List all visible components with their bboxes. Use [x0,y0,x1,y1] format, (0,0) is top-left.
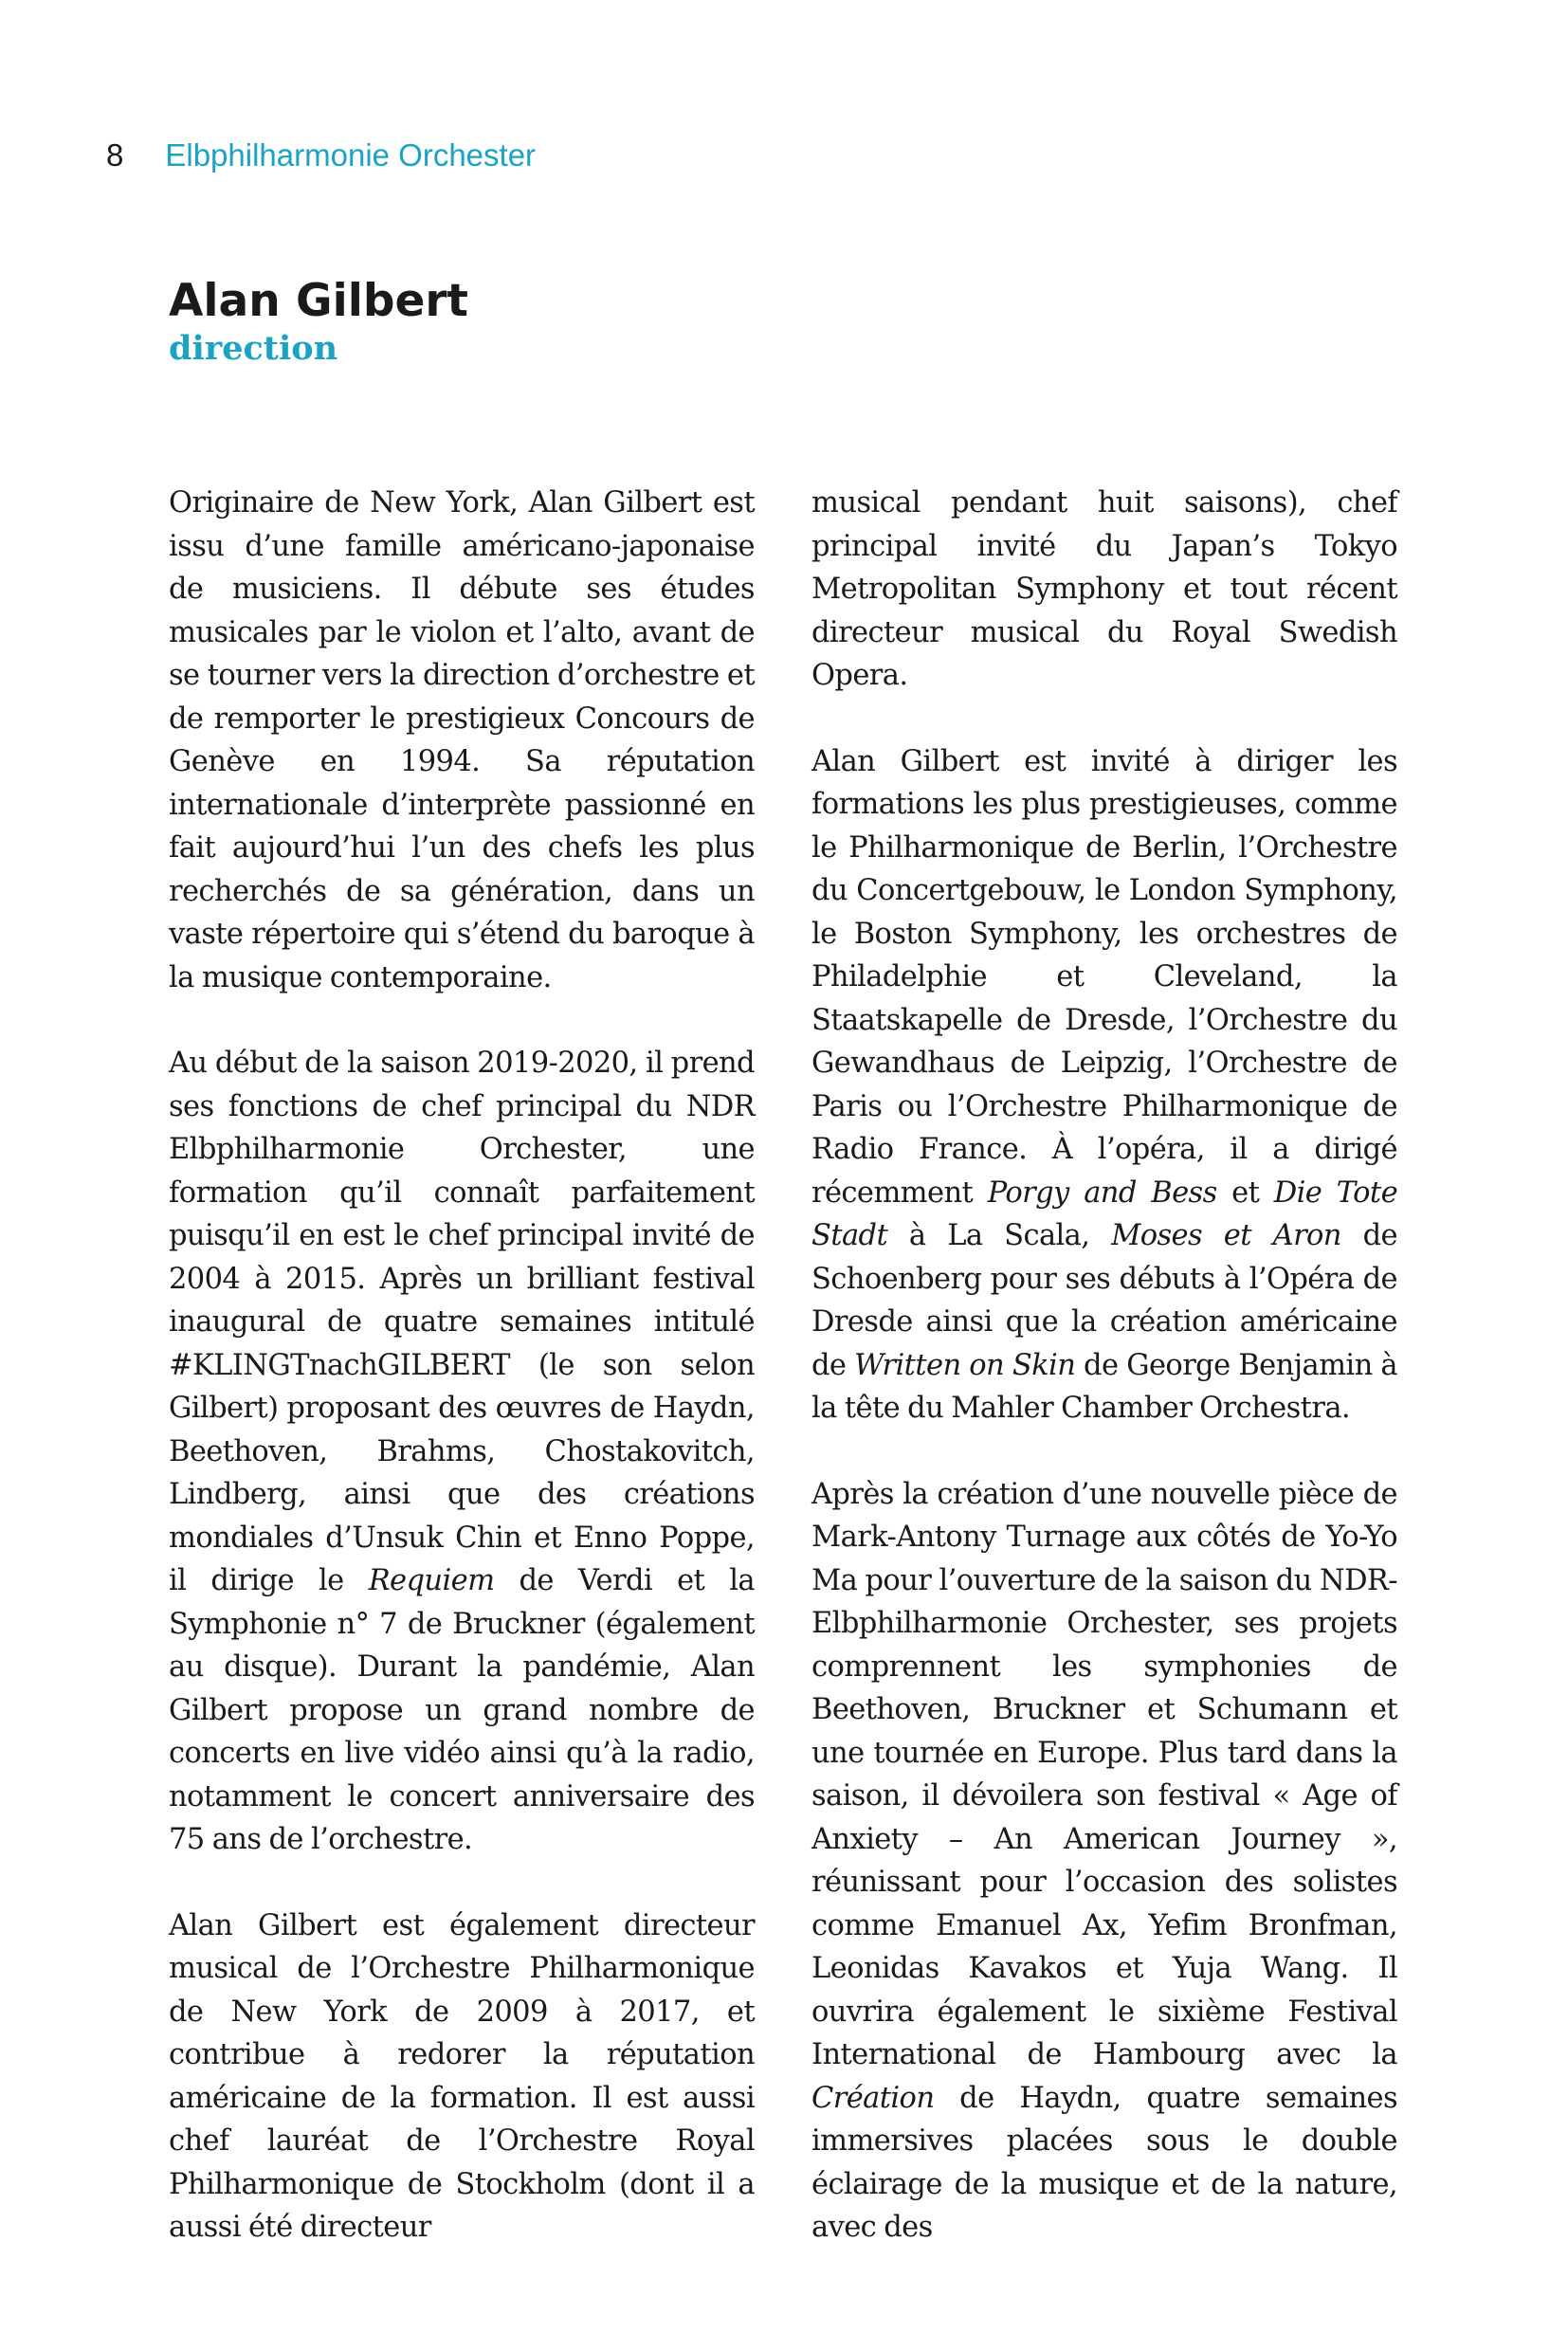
text-run: Alan Gilbert est également directeur musical de l’Orchestre Philharmonique de New York de 2009 à 2017, et contribue à redorer la réputation américaine de la formation. Il est aussi chef lauréat de l’Orchestre Royal Philharmonique de Stockholm (dont il a aussi été directeur [169,1908,755,2244]
paragraph [811,482,1397,698]
right-column [811,482,1397,2250]
artist-role: direction [169,329,338,368]
text-run: Originaire de New York, Alan Gilbert est issu d’une famille américano-japonaise de musiciens. Il débute ses études musicales par le violon et l’alto, avant de se tourner vers la direction d’orchestre et de remporter le prestigieux Concours de Genève en 1994. Sa réputation internationale d’interprète passionné en fait aujourd’hui l’un des chefs les plus recherchés de sa génération, dans un vaste répertoire qui s’étend du baroque à la musique contemporaine. [169,486,755,994]
italic-title: Requiem [368,1564,495,1597]
running-header [106,137,536,175]
text-run: et [1216,1176,1274,1210]
text-run: Après la création d’une nouvelle pièce de Mark-Antony Turnage aux côtés de Yo-Yo Ma pour l’ouverture de la saison du NDR-Elbphilharmonie Orchester, ses projets comprennent les symphonies de Beethoven, Bruckner et Schumann et une tournée en Europe. Plus tard dans la saison, il dévoilera son festival « Age of Anxiety – An American Journey », réunissant pour l’occasion des solistes comme Emanuel Ax, Yefim Bronfman, Leonidas Kavakos et Yuja Wang. Il ouvrira également le sixième Festival International de Hambourg avec la [811,1477,1397,2071]
italic-title: Written on Skin [854,1348,1076,1382]
paragraph [811,1473,1397,2250]
publication-name: Elbphilharmonie Orchester [165,137,537,173]
italic-title: Création [811,2081,935,2115]
text-run: musical pendant huit saisons), chef principal invité du Japan’s Tokyo Metropolitan Symphony et tout récent directeur musical du Royal Swedish Opera. [811,486,1397,692]
text-run: de George Benjamin à la tête du Mahler Chamber Orchestra. [811,1348,1397,1425]
italic-title: Porgy and Bess [987,1176,1217,1210]
text-run: Alan Gilbert est invité à diriger les formations les plus prestigieuses, comme le Philharmonique de Berlin, l’Orchestre du Concertgebouw, le London Symphony, le Boston Symphony, les orchestres de Philadelphie et Cleveland, la Staatskapelle de Dresde, l’Orchestre du Gewandhaus de Leipzig, l’Orchestre de Paris ou l’Orchestre Philharmonique de Radio France. À l’opéra, il a dirigé récemment [811,744,1397,1210]
text-run: de Haydn, quatre semaines immersives placées sous le double éclairage de la musique et de la nature, avec des [811,2081,1397,2244]
paragraph [811,740,1397,1431]
left-column [169,482,755,2250]
paragraph [169,1042,755,1862]
text-run: de Verdi et la Symphonie n° 7 de Bruckner (également au disque). Durant la pandémie, Alan Gilbert propose un grand nombre de concerts en live vidéo ainsi qu’à la radio, notamment le concert anniversaire des 75 ans de l’orchestre. [169,1564,755,1856]
italic-title: Moses et Aron [1111,1219,1341,1252]
text-run: à La Scala, [887,1219,1112,1252]
paragraph [169,1904,755,2250]
artist-name: Alan Gilbert [169,275,468,327]
paragraph [169,482,755,999]
article-heading [169,275,468,370]
text-run: de Schoenberg pour ses débuts à l’Opéra de Dresde ainsi que la création américaine de [811,1219,1397,1382]
text-run: Au début de la saison 2019-2020, il prend ses fonctions de chef principal du NDR Elbphilharmonie Orchester, une formation qu’il connaît parfaitement puisqu’il en est le chef principal invité de 2004 à 2015. Après un brilliant festival inaugural de quatre semaines intitulé #KLINGTnachGILBERT (le son selon Gilbert) proposant des œuvres de Haydn, Beethoven, Brahms, Chostakovitch, Lindberg, ainsi que des créations mondiales d’Unsuk Chin et Enno Poppe, il dirige le [169,1047,755,1597]
biography-body [169,482,1397,2250]
italic-title: Die Tote Stadt [811,1176,1398,1252]
page-number: 8 [106,137,124,173]
